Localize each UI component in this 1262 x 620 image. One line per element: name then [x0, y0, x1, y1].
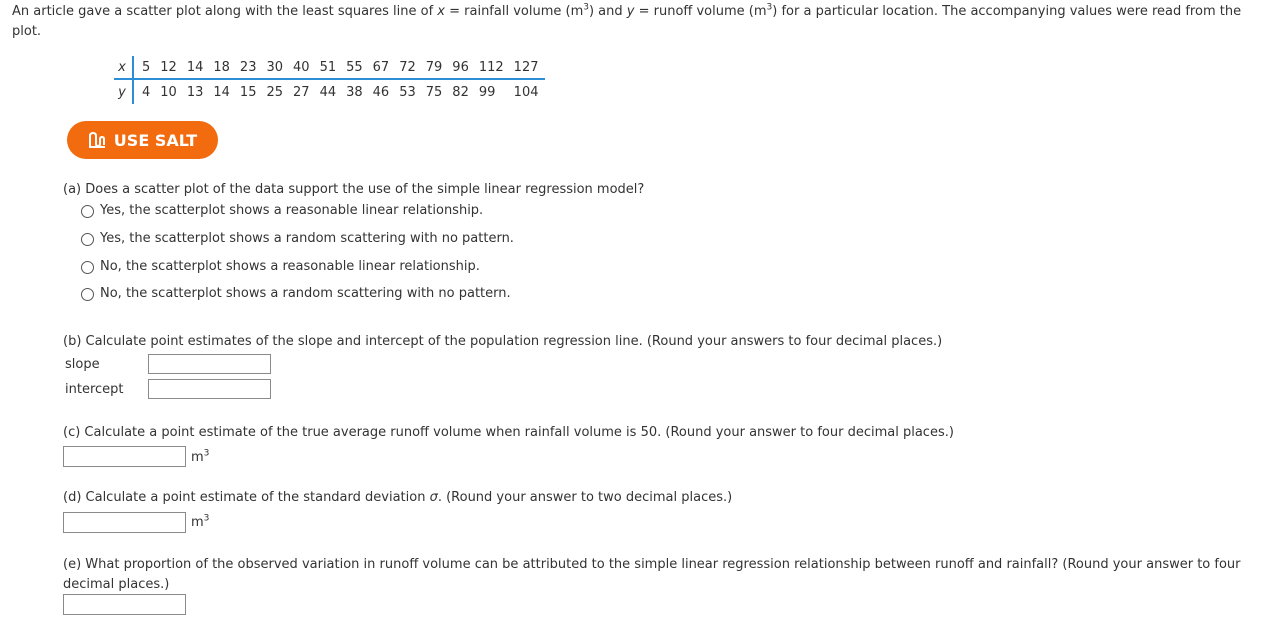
unit-text: m	[191, 450, 204, 465]
intercept-input[interactable]	[148, 379, 271, 399]
x-cell: 51	[310, 56, 337, 79]
y-row-label: y	[114, 79, 133, 104]
rainfall-value: 50	[640, 425, 658, 440]
option-a1-label[interactable]: Yes, the scatterplot shows a reasonable linear relationship.	[100, 203, 484, 218]
use-salt-label: USE SALT	[113, 130, 198, 150]
y-cell: 25	[266, 84, 284, 100]
x-cell: 23	[230, 56, 257, 79]
y-cell: 14	[213, 84, 230, 100]
y-cell: 27	[293, 84, 310, 100]
y-cell: 104	[513, 84, 539, 100]
part-c-text-1: (c) Calculate a point estimate of the true average runoff volume when rainfall volume is	[63, 425, 641, 440]
proportion-input[interactable]	[63, 594, 186, 615]
y-row	[114, 79, 545, 104]
option-a2-radio[interactable]	[81, 233, 94, 246]
slope-input[interactable]	[148, 354, 271, 374]
x-variable: x	[437, 4, 445, 19]
use-salt-button[interactable]	[67, 121, 218, 159]
unit-exponent: 3	[203, 513, 210, 524]
unit-text: m	[191, 515, 204, 530]
option-a4-label[interactable]: No, the scatterplot shows a random scattering with no pattern.	[100, 286, 511, 301]
unit-exponent: 3	[583, 2, 589, 13]
intro-text-4: = runoff volume (m	[634, 4, 767, 19]
data-table	[114, 56, 545, 104]
unit-exponent: 3	[766, 2, 773, 13]
std-dev-unit	[191, 515, 209, 530]
salt-icon	[88, 132, 106, 148]
x-cell: 18	[203, 56, 230, 79]
runoff-estimate-input[interactable]	[63, 446, 186, 467]
part-b-question: (b) Calculate point estimates of the slope and intercept of the population regression line. (Round your answers to four decimal places.)	[63, 334, 943, 349]
y-cell: 53	[399, 84, 416, 100]
y-cell: 4	[142, 84, 151, 100]
x-cell: 67	[363, 56, 390, 79]
part-e-question: (e) What proportion of the observed variation in runoff volume can be attributed to the simple linear regression relationship between runoff and rainfall? (Round your answer to four decimal places.)	[63, 557, 1241, 592]
option-a3-radio[interactable]	[81, 261, 94, 274]
x-cell: 5	[133, 56, 150, 79]
sigma-symbol: σ	[429, 490, 438, 505]
y-cell: 46	[372, 84, 390, 100]
option-a3-label[interactable]: No, the scatterplot shows a reasonable linear relationship.	[100, 259, 480, 274]
option-a1-radio[interactable]	[81, 205, 94, 218]
intro-text-1: An article gave a scatter plot along with the least squares line of	[12, 4, 438, 19]
intro-text-2: = rainfall volume (m	[444, 4, 584, 19]
x-cell: 30	[256, 56, 283, 79]
unit-exponent: 3	[203, 448, 210, 459]
intro-text-5: ) for a particular location. The accompanying values were read from the plot.	[12, 4, 1242, 39]
y-cell: 44	[319, 84, 337, 100]
runoff-unit	[191, 450, 209, 465]
part-d-question	[63, 490, 732, 505]
part-a-question: (a) Does a scatter plot of the data support the use of the simple linear regression model?	[63, 182, 645, 197]
y-cell: 82	[452, 84, 469, 100]
x-cell: 72	[389, 56, 416, 79]
part-d-text-1: (d) Calculate a point estimate of the standard deviation	[63, 490, 430, 505]
std-dev-input[interactable]	[63, 512, 186, 533]
y-cell: 38	[346, 84, 363, 100]
y-cell: 75	[425, 84, 443, 100]
x-row-label: x	[114, 56, 133, 79]
intercept-label: intercept	[65, 382, 124, 397]
y-cell: 13	[186, 84, 204, 100]
x-cell: 40	[283, 56, 310, 79]
problem-intro	[12, 2, 1257, 42]
x-cell: 96	[442, 56, 469, 79]
slope-label: slope	[65, 357, 100, 372]
x-cell: 14	[177, 56, 204, 79]
option-a4-radio[interactable]	[81, 288, 94, 301]
x-cell: 79	[416, 56, 443, 79]
x-cell: 112	[469, 56, 504, 79]
x-cell: 55	[336, 56, 363, 79]
x-row	[114, 56, 545, 79]
x-cell: 12	[150, 56, 177, 79]
part-c-question	[63, 425, 954, 440]
part-c-text-2: . (Round your answer to four decimal places.)	[657, 425, 954, 440]
y-cell: 15	[239, 84, 257, 100]
x-cell: 127	[504, 56, 545, 79]
y-variable: y	[626, 4, 635, 19]
option-a2-label[interactable]: Yes, the scatterplot shows a random scattering with no pattern.	[100, 231, 514, 246]
part-d-text-2: . (Round your answer to two decimal places.)	[437, 490, 733, 505]
intro-text-3: ) and	[588, 4, 627, 19]
y-cell: 10	[160, 84, 177, 100]
y-cell: 99	[478, 84, 496, 100]
